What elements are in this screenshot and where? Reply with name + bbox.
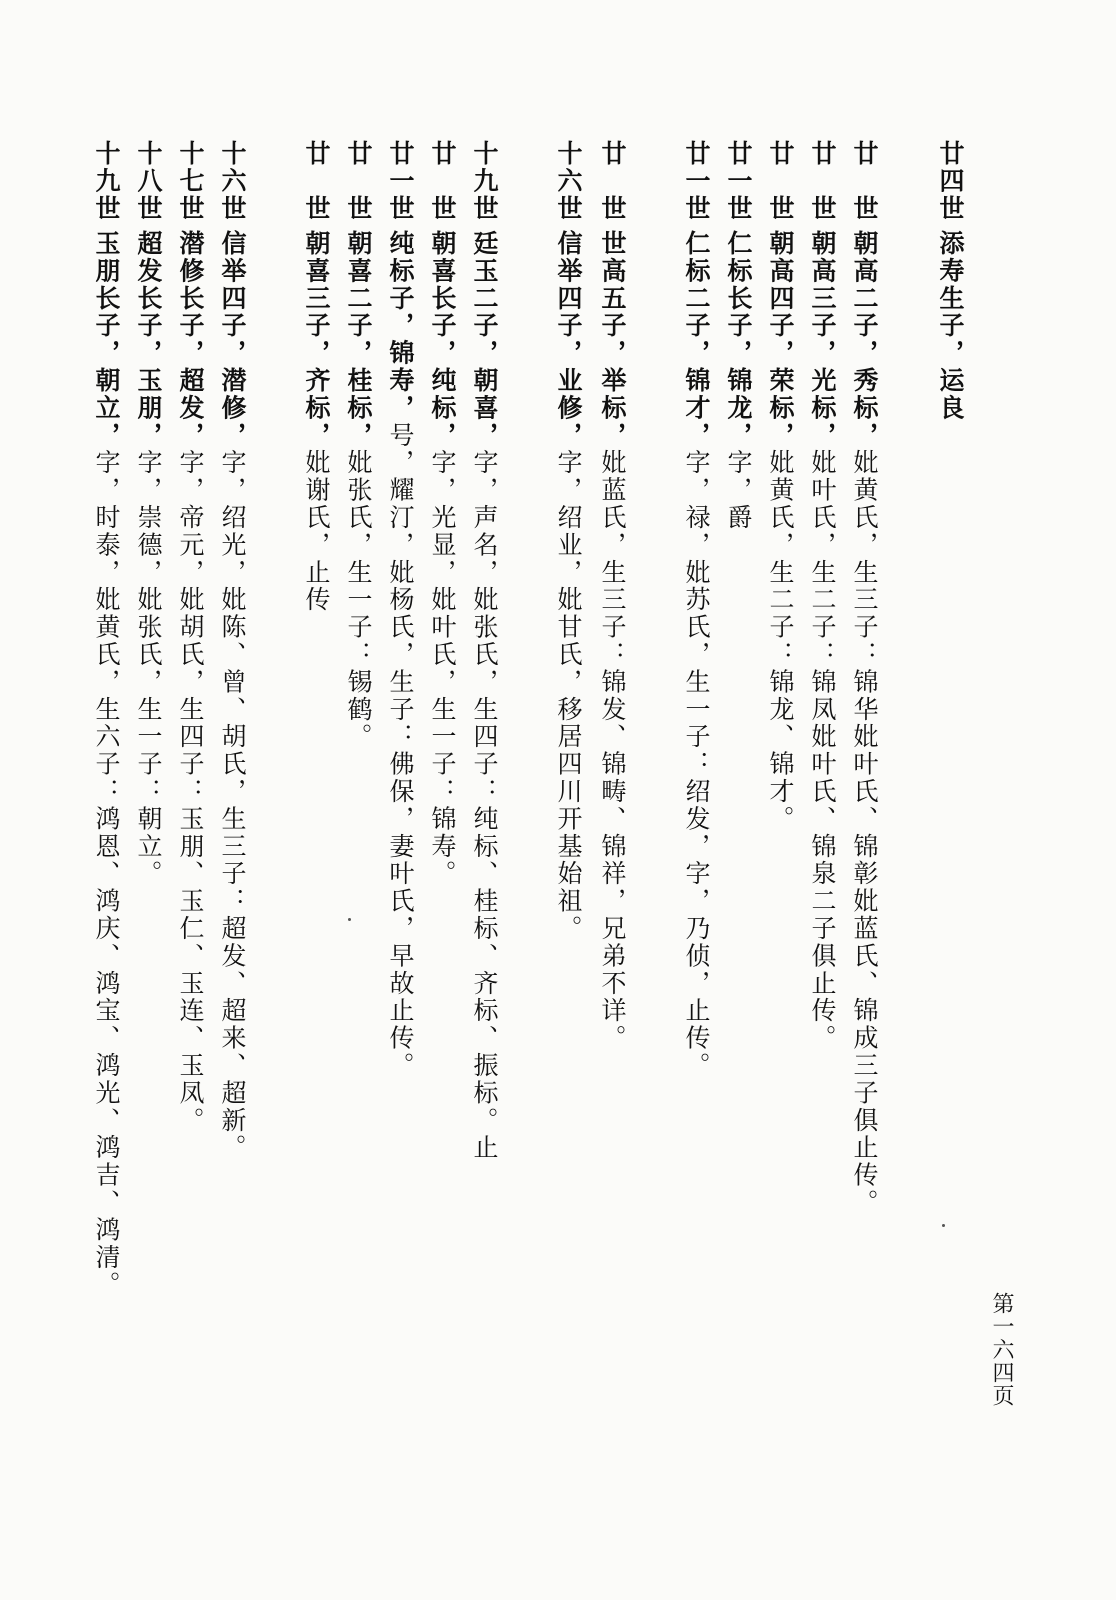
entry-text xyxy=(169,230,211,1134)
generation-label: 廿 世 xyxy=(808,140,837,223)
person-details: 妣张氏，生一子：锡鹤。 xyxy=(344,449,373,751)
entry-column xyxy=(421,140,463,888)
person-name: 信举四子，潜修， xyxy=(218,230,247,450)
person-details: 字，时泰，妣黄氏，生六子：鸿恩、鸿庆、鸿宝、鸿光、鸿吉、鸿清。 xyxy=(92,449,121,1299)
person-details: 字，禄，妣苏氏，生一子：绍发，字，乃侦，止传。 xyxy=(682,449,711,1080)
person-name: 仁标二子，锦才， xyxy=(682,230,711,450)
entry-column xyxy=(759,140,801,833)
page-number: 第一六四页 xyxy=(989,1292,1014,1407)
person-name: 朝喜二子，桂标， xyxy=(344,230,373,450)
entry-column xyxy=(675,140,717,1079)
entry-column xyxy=(85,140,127,1299)
person-details: 妣黄氏，生三子：锦华妣叶氏、锦彰妣蓝氏、锦成三子俱止传。 xyxy=(850,449,879,1217)
scan-speck xyxy=(348,918,351,921)
entry-column xyxy=(843,140,885,1216)
entry-text xyxy=(675,230,717,1079)
entry-text xyxy=(463,230,505,1162)
entry-text xyxy=(801,230,843,1052)
generation-label: 廿一世 xyxy=(386,140,415,223)
scan-speck xyxy=(942,1224,945,1227)
person-name: 朝喜长子，纯标， xyxy=(428,230,457,450)
entry-text xyxy=(127,230,169,888)
generation-label: 廿一世 xyxy=(724,140,753,223)
generation-label: 廿一世 xyxy=(682,140,711,223)
entry-text xyxy=(547,230,589,942)
entry-text xyxy=(717,230,759,531)
person-details: 字，绍业，妣甘氏，移居四川开基始祖。 xyxy=(554,449,583,943)
generation-label: 廿四世 xyxy=(936,140,965,223)
entry-text xyxy=(591,230,633,1052)
entry-column xyxy=(379,140,421,1079)
generation-label: 十七世 xyxy=(176,140,205,223)
person-details: 字，绍光，妣陈、曾、胡氏，生三子：超发、超来、超新。 xyxy=(218,449,247,1162)
entry-text xyxy=(421,230,463,888)
generation-label: 廿 世 xyxy=(598,140,627,223)
entry-column xyxy=(169,140,211,1134)
generation-label: 廿 世 xyxy=(850,140,879,223)
person-name: 添寿生子，运良 xyxy=(936,230,965,422)
entry-text xyxy=(211,230,253,1162)
person-name: 世高五子，举标， xyxy=(598,230,627,450)
entry-text xyxy=(379,230,421,1079)
entry-text xyxy=(85,230,127,1299)
entry-column xyxy=(127,140,169,888)
person-name: 廷玉二子，朝喜， xyxy=(470,230,499,450)
entry-text xyxy=(843,230,885,1216)
person-name: 玉朋长子，朝立， xyxy=(92,230,121,450)
person-name: 仁标长子，锦龙， xyxy=(724,230,753,450)
person-details: 妣叶氏，生二子：锦凤妣叶氏、锦泉二子俱止传。 xyxy=(808,449,837,1053)
person-name: 信举四子，业修， xyxy=(554,230,583,450)
generation-label: 廿 世 xyxy=(302,140,331,223)
person-details: 字，帝元，妣胡氏，生四子：玉朋、玉仁、玉连、玉凤。 xyxy=(176,449,205,1135)
person-details: 字，爵 xyxy=(724,449,753,532)
generation-label: 廿 世 xyxy=(428,140,457,223)
person-details: 妣黄氏，生二子：锦龙、锦才。 xyxy=(766,449,795,833)
person-details: 字，光显，妣叶氏，生一子：锦寿。 xyxy=(428,449,457,888)
person-details: 号，耀汀，妣杨氏，生子：佛保，妻叶氏，早故止传。 xyxy=(386,421,415,1080)
person-name: 朝喜三子，齐标， xyxy=(302,230,331,450)
person-details: 字，崇德，妣张氏，生一子：朝立。 xyxy=(134,449,163,888)
generation-label: 廿 世 xyxy=(344,140,373,223)
entry-column xyxy=(295,140,337,614)
entry-column xyxy=(929,140,971,422)
entry-text xyxy=(759,230,801,833)
generation-label: 十九世 xyxy=(470,140,499,223)
entry-column xyxy=(591,140,633,1052)
person-details: 妣谢氏，止传 xyxy=(302,449,331,614)
generation-label: 十八世 xyxy=(134,140,163,223)
entry-column xyxy=(211,140,253,1162)
person-name: 朝高三子，光标， xyxy=(808,230,837,450)
person-name: 朝高二子，秀标， xyxy=(850,230,879,450)
entry-text xyxy=(295,230,337,614)
generation-label: 廿 世 xyxy=(766,140,795,223)
entry-column xyxy=(337,140,379,751)
entry-column xyxy=(801,140,843,1052)
person-name: 朝高四子，荣标， xyxy=(766,230,795,450)
person-details: 妣蓝氏，生三子：锦发、锦畴、锦祥，兄弟不详。 xyxy=(598,449,627,1053)
person-name: 纯标子，锦寿， xyxy=(386,230,415,422)
person-name: 超发长子，玉朋， xyxy=(134,230,163,450)
entry-text xyxy=(337,230,379,751)
person-name: 潜修长子，超发， xyxy=(176,230,205,450)
generation-label: 十六世 xyxy=(218,140,247,223)
entry-column xyxy=(717,140,759,531)
generation-label: 十九世 xyxy=(92,140,121,223)
entry-column xyxy=(463,140,505,1162)
entry-column xyxy=(547,140,589,942)
person-details: 字，声名，妣张氏，生四子：纯标、桂标、齐标、振标。止 xyxy=(470,449,499,1162)
entry-text xyxy=(929,230,971,422)
generation-label: 十六世 xyxy=(554,140,583,223)
